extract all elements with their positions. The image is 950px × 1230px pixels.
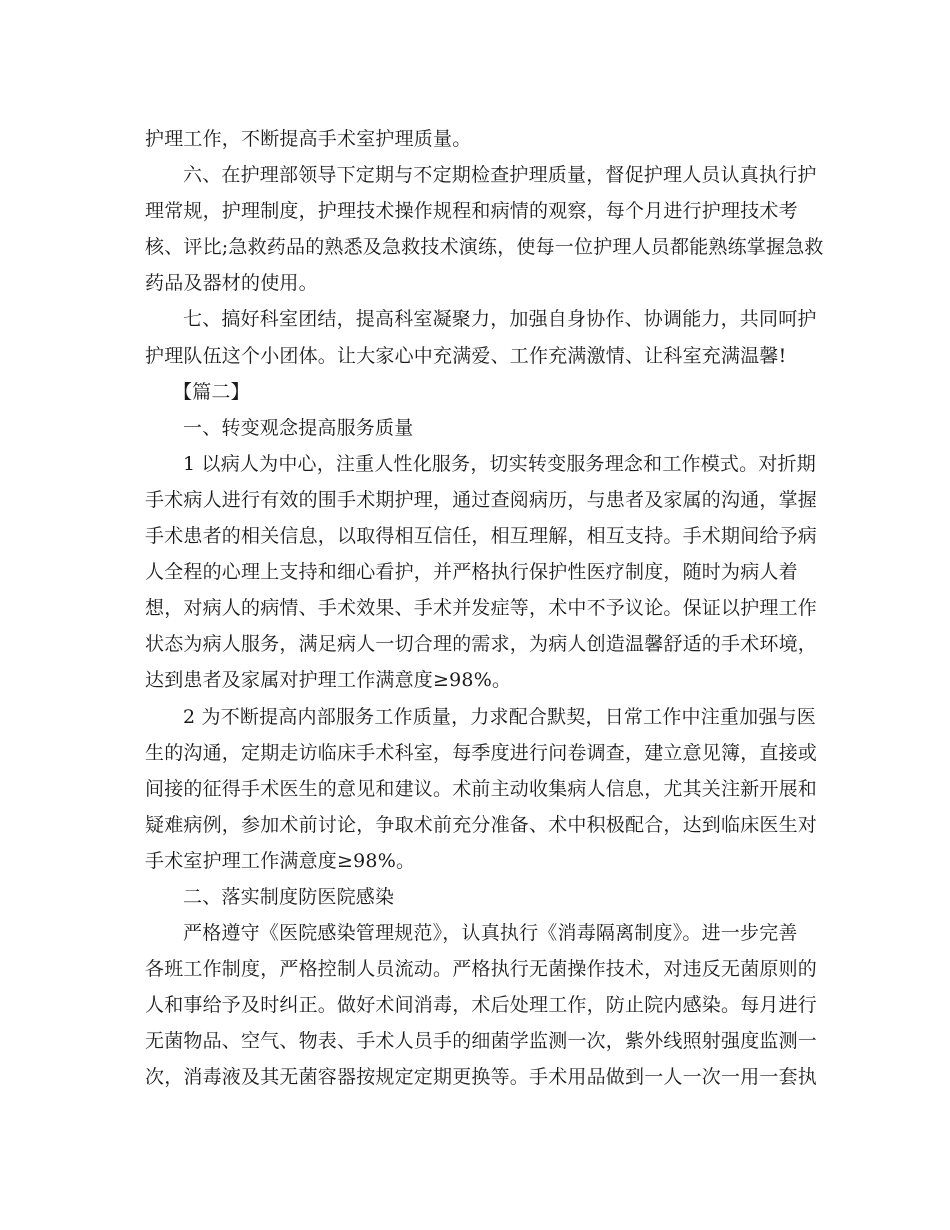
document-body bbox=[145, 121, 824, 1096]
text-line: 达到患者及家属对护理工作满意度≥98%。 bbox=[145, 669, 512, 692]
text-line: 间接的征得手术医生的意见和建议。术前主动收集病人信息，尤其关注新开展和 bbox=[145, 777, 818, 800]
subsection-heading: 二、落实制度防医院感染 bbox=[183, 885, 395, 908]
text-line: 严格遵守《医院感染管理规范》，认真执行《消毒隔离制度》。进一步完善 bbox=[183, 922, 798, 945]
text-line: 药品及器材的使用。 bbox=[145, 272, 318, 295]
subsection-heading: 一、转变观念提高服务质量 bbox=[183, 416, 414, 439]
text-line: 手术病人进行有效的围手术期护理，通过查阅病历，与患者及家属的沟通，掌握 bbox=[145, 488, 818, 511]
text-line: 无菌物品、空气、物表、手术人员手的细菌学监测一次，紫外线照射强度监测一 bbox=[145, 1030, 818, 1053]
text-line: 护理队伍这个小团体。让大家心中充满爱、工作充满激情、让科室充满温馨! bbox=[145, 344, 787, 367]
section-heading: 【篇二】 bbox=[173, 380, 250, 403]
text-line: 想，对病人的病情、手术效果、手术并发症等，术中不予议论。保证以护理工作 bbox=[145, 597, 818, 620]
text-line: 生的沟通，定期走访临床手术科室，每季度进行问卷调查，建立意见簿，直接或 bbox=[145, 741, 818, 764]
text-line: 状态为病人服务，满足病人一切合理的需求，为病人创造温馨舒适的手术环境， bbox=[145, 633, 818, 656]
text-line: 七、搞好科室团结，提高科室凝聚力，加强自身协作、协调能力，共同呵护 bbox=[183, 308, 817, 331]
text-line: 各班工作制度，严格控制人员流动。严格执行无菌操作技术，对违反无菌原则的 bbox=[145, 958, 818, 981]
text-line: 次，消毒液及其无菌容器按规定定期更换等。手术用品做到一人一次一用一套执 bbox=[145, 1066, 818, 1089]
text-line: 核、评比;急救药品的熟悉及急救技术演练，使每一位护理人员都能熟练掌握急救 bbox=[145, 236, 824, 259]
text-line: 手术患者的相关信息，以取得相互信任，相互理解，相互支持。手术期间给予病 bbox=[145, 525, 818, 548]
text-line: 2 为不断提高内部服务工作质量，力求配合默契，日常工作中注重加强与医 bbox=[183, 705, 816, 728]
text-line: 1 以病人为中心，注重人性化服务，切实转变服务理念和工作模式。对折期 bbox=[183, 452, 816, 475]
text-line: 人全程的心理上支持和细心看护，并严格执行保护性医疗制度，随时为病人着 bbox=[145, 561, 798, 584]
text-line: 护理工作，不断提高手术室护理质量。 bbox=[145, 128, 472, 150]
text-line: 手术室护理工作满意度≥98%。 bbox=[145, 849, 416, 872]
text-line: 六、在护理部领导下定期与不定期检查护理质量，督促护理人员认真执行护 bbox=[183, 164, 817, 187]
text-line: 疑难病例，参加术前讨论，争取术前充分准备、术中积极配合，达到临床医生对 bbox=[145, 813, 818, 836]
text-line: 人和事给予及时纠正。做好术间消毒，术后处理工作，防止院内感染。每月进行 bbox=[145, 994, 818, 1017]
text-line: 理常规，护理制度，护理技术操作规程和病情的观察，每个月进行护理技术考 bbox=[145, 200, 798, 223]
